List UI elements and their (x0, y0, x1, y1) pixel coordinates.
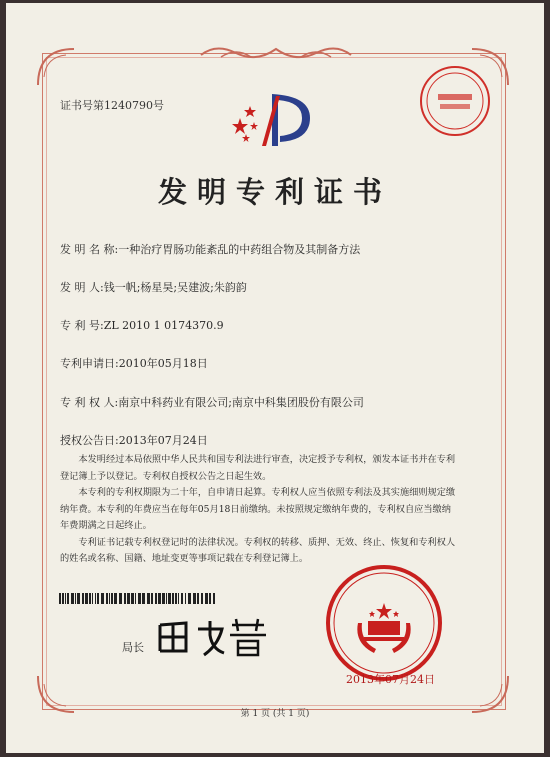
field-patentee (60, 394, 364, 410)
director-label: 局长 (122, 641, 144, 654)
barcode (59, 593, 217, 604)
field-value: 钱一帆;杨星昊;吴建波;朱韵韵 (103, 281, 247, 294)
body-paragraph: 本专利的专利权期限为二十年，自申请日起算。专利权人应当依照专利法及其实施细则规定缴纳年费。本专利的年费应当在每年05月18日前缴纳。未按照规定缴纳年费的，专利权自应当缴纳年费期满之日起终止。 (60, 487, 456, 531)
field-patent-no (60, 317, 224, 333)
field-label: 专 利 号: (60, 319, 104, 332)
field-label: 专 利 权 人: (60, 396, 119, 409)
field-label: 专利申请日: (60, 357, 119, 370)
certificate-paper (6, 3, 544, 753)
corner-ornament-tl (36, 47, 76, 87)
seal-date: 2013年07月24日 (346, 673, 435, 686)
field-value: 一种治疗胃肠功能紊乱的中药组合物及其制备方法 (118, 243, 361, 256)
certificate-body (60, 452, 460, 568)
field-value: ZL 2010 1 0174370.9 (103, 319, 224, 332)
patent-office-logo (232, 88, 318, 150)
official-seal (324, 563, 444, 683)
body-paragraph: 本发明经过本局依照中华人民共和国专利法进行审查，决定授予专利权，颁发本证书并在专利登记簿上予以登记。专利权自授权公告之日起生效。 (60, 454, 456, 482)
certificate-number: 证书号第1240790号 (60, 99, 164, 112)
field-inventors (60, 279, 247, 295)
field-grant-date (60, 432, 208, 448)
agency-stamp (418, 64, 492, 138)
field-label: 授权公告日: (60, 434, 119, 447)
field-value: 2010年05月18日 (118, 357, 208, 370)
field-filing-date (60, 355, 208, 371)
ornament-top (196, 41, 356, 63)
director-signature (152, 615, 272, 661)
field-label: 发 明 人: (60, 281, 104, 294)
field-invention-name (60, 241, 360, 257)
page-number: 第 1 页 (共 1 页) (240, 709, 310, 719)
field-value: 南京中科药业有限公司;南京中科集团股份有限公司 (118, 396, 364, 409)
certificate-title: 发明专利证书 (157, 175, 392, 209)
field-value: 2013年07月24日 (118, 434, 208, 447)
body-paragraph: 专利证书记载专利权登记时的法律状况。专利权的转移、质押、无效、终止、恢复和专利权人的姓名或名称、国籍、地址变更等事项记载在专利登记簿上。 (60, 536, 456, 564)
field-label: 发 明 名 称: (60, 243, 119, 256)
